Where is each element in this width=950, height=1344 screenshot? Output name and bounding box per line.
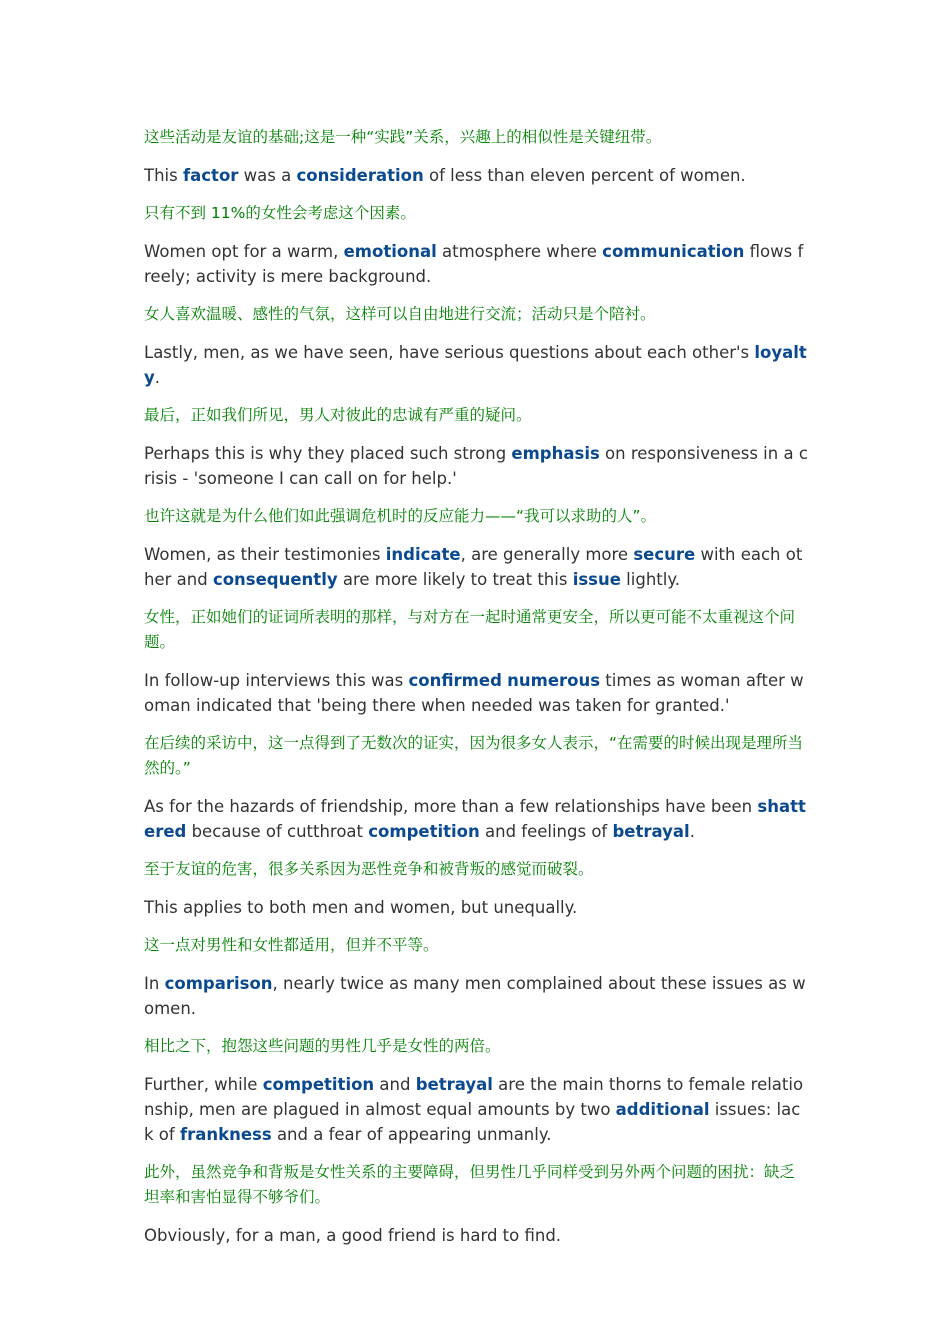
text-segment: lightly.	[620, 570, 680, 589]
text-segment: are the main thorns to female relationship, men are plagued in almost equal amounts by two	[144, 1075, 804, 1119]
english-sentence-paragraph	[144, 1072, 808, 1147]
text-segment: 在后续的采访中，这一点得到了无数次的证实，因为很多女人表示，“在需要的时候出现是理所当然的。”	[144, 734, 804, 777]
vocabulary-keyword: numerous	[507, 671, 601, 690]
text-segment: 女人喜欢温暖、感性的气氛，这样可以自由地进行交流；活动只是个陪衬。	[144, 305, 656, 323]
vocabulary-keyword: competition	[262, 1075, 375, 1094]
text-segment: Obviously, for a man, a good friend is hard to find.	[144, 1226, 562, 1245]
vocabulary-keyword: consideration	[296, 166, 424, 185]
text-segment: issues: lack of	[144, 1100, 801, 1144]
text-segment: , are generally more	[460, 545, 634, 564]
english-sentence-paragraph	[144, 895, 808, 920]
text-segment: of less than eleven percent of women.	[423, 166, 746, 185]
english-sentence-paragraph	[144, 163, 808, 188]
vocabulary-keyword: communication	[602, 242, 745, 261]
english-sentence-paragraph	[144, 542, 808, 592]
text-segment: As for the hazards of friendship, more than a few relationships have been	[144, 797, 758, 816]
vocabulary-keyword: secure	[633, 545, 696, 564]
document-page	[144, 125, 808, 1261]
text-segment: This applies to both men and women, but unequally.	[144, 898, 578, 917]
text-segment: Further, while	[144, 1075, 263, 1094]
vocabulary-keyword: issue	[572, 570, 621, 589]
vocabulary-keyword: loyalty	[144, 343, 807, 387]
text-segment: .	[154, 368, 161, 387]
text-segment: Lastly, men, as we have seen, have serious questions about each other's	[144, 343, 755, 362]
text-segment: because of cutthroat	[186, 822, 369, 841]
chinese-translation-paragraph	[144, 605, 808, 655]
text-segment: on responsiveness in a crisis - 'someone I can call on for help.'	[144, 444, 808, 488]
text-segment: atmosphere where	[436, 242, 603, 261]
text-segment: 只有不到 11%的女性会考虑这个因素。	[144, 204, 416, 222]
text-segment: Perhaps this is why they placed such strong	[144, 444, 512, 463]
text-segment: 这一点对男性和女性都适用，但并不平等。	[144, 936, 439, 954]
chinese-translation-paragraph	[144, 125, 808, 150]
chinese-translation-paragraph	[144, 403, 808, 428]
chinese-translation-paragraph	[144, 201, 808, 226]
english-sentence-paragraph	[144, 441, 808, 491]
text-segment: flows freely; activity is mere background.	[144, 242, 804, 286]
text-segment: and feelings of	[479, 822, 613, 841]
text-segment: 女性，正如她们的证词所表明的那样，与对方在一起时通常更安全，所以更可能不太重视这个问题。	[144, 608, 796, 651]
text-segment: Women opt for a warm,	[144, 242, 344, 261]
vocabulary-keyword: factor	[182, 166, 239, 185]
vocabulary-keyword: frankness	[179, 1125, 272, 1144]
text-segment: are more likely to treat this	[337, 570, 573, 589]
vocabulary-keyword: comparison	[164, 974, 273, 993]
chinese-translation-paragraph	[144, 933, 808, 958]
vocabulary-keyword: emotional	[343, 242, 437, 261]
text-segment: 最后，正如我们所见，男人对彼此的忠诚有严重的疑问。	[144, 406, 532, 424]
chinese-translation-paragraph	[144, 1160, 808, 1210]
text-segment: In	[144, 974, 165, 993]
chinese-translation-paragraph	[144, 857, 808, 882]
vocabulary-keyword: betrayal	[415, 1075, 493, 1094]
english-sentence-paragraph	[144, 668, 808, 718]
chinese-translation-paragraph	[144, 504, 808, 529]
vocabulary-keyword: confirmed	[408, 671, 502, 690]
vocabulary-keyword: additional	[615, 1100, 710, 1119]
text-segment: Women, as their testimonies	[144, 545, 386, 564]
english-sentence-paragraph	[144, 971, 808, 1021]
vocabulary-keyword: consequently	[212, 570, 338, 589]
text-segment: 此外，虽然竞争和背叛是女性关系的主要障碍，但男性几乎同样受到另外两个问题的困扰：缺乏坦率和害怕显得不够爷们。	[144, 1163, 796, 1206]
vocabulary-keyword: indicate	[385, 545, 461, 564]
vocabulary-keyword: emphasis	[511, 444, 600, 463]
text-segment: This	[144, 166, 183, 185]
vocabulary-keyword: competition	[368, 822, 480, 841]
text-segment: , nearly twice as many men complained about these issues as women.	[144, 974, 806, 1018]
text-segment: 相比之下，抱怨这些问题的男性几乎是女性的两倍。	[144, 1037, 501, 1055]
text-segment: was a	[238, 166, 297, 185]
text-segment: with each other and	[144, 545, 803, 589]
text-segment: times as woman after woman indicated that 'being there when needed was taken for granted.'	[144, 671, 804, 715]
chinese-translation-paragraph	[144, 731, 808, 781]
chinese-translation-paragraph	[144, 302, 808, 327]
text-segment: .	[689, 822, 695, 841]
english-sentence-paragraph	[144, 239, 808, 289]
text-segment: and a fear of appearing unmanly.	[271, 1125, 552, 1144]
vocabulary-keyword: betrayal	[612, 822, 690, 841]
text-segment: and	[374, 1075, 416, 1094]
text-segment: 也许这就是为什么他们如此强调危机时的反应能力——“我可以求助的人”。	[144, 507, 657, 525]
text-segment: 这些活动是友谊的基础;这是一种“实践”关系，兴趣上的相似性是关键纽带。	[144, 128, 662, 146]
chinese-translation-paragraph	[144, 1034, 808, 1059]
text-segment: In follow-up interviews this was	[144, 671, 409, 690]
english-sentence-paragraph	[144, 340, 808, 390]
english-sentence-paragraph	[144, 1223, 808, 1248]
english-sentence-paragraph	[144, 794, 808, 844]
text-segment: 至于友谊的危害，很多关系因为恶性竞争和被背叛的感觉而破裂。	[144, 860, 594, 878]
vocabulary-keyword: shattered	[144, 797, 806, 841]
